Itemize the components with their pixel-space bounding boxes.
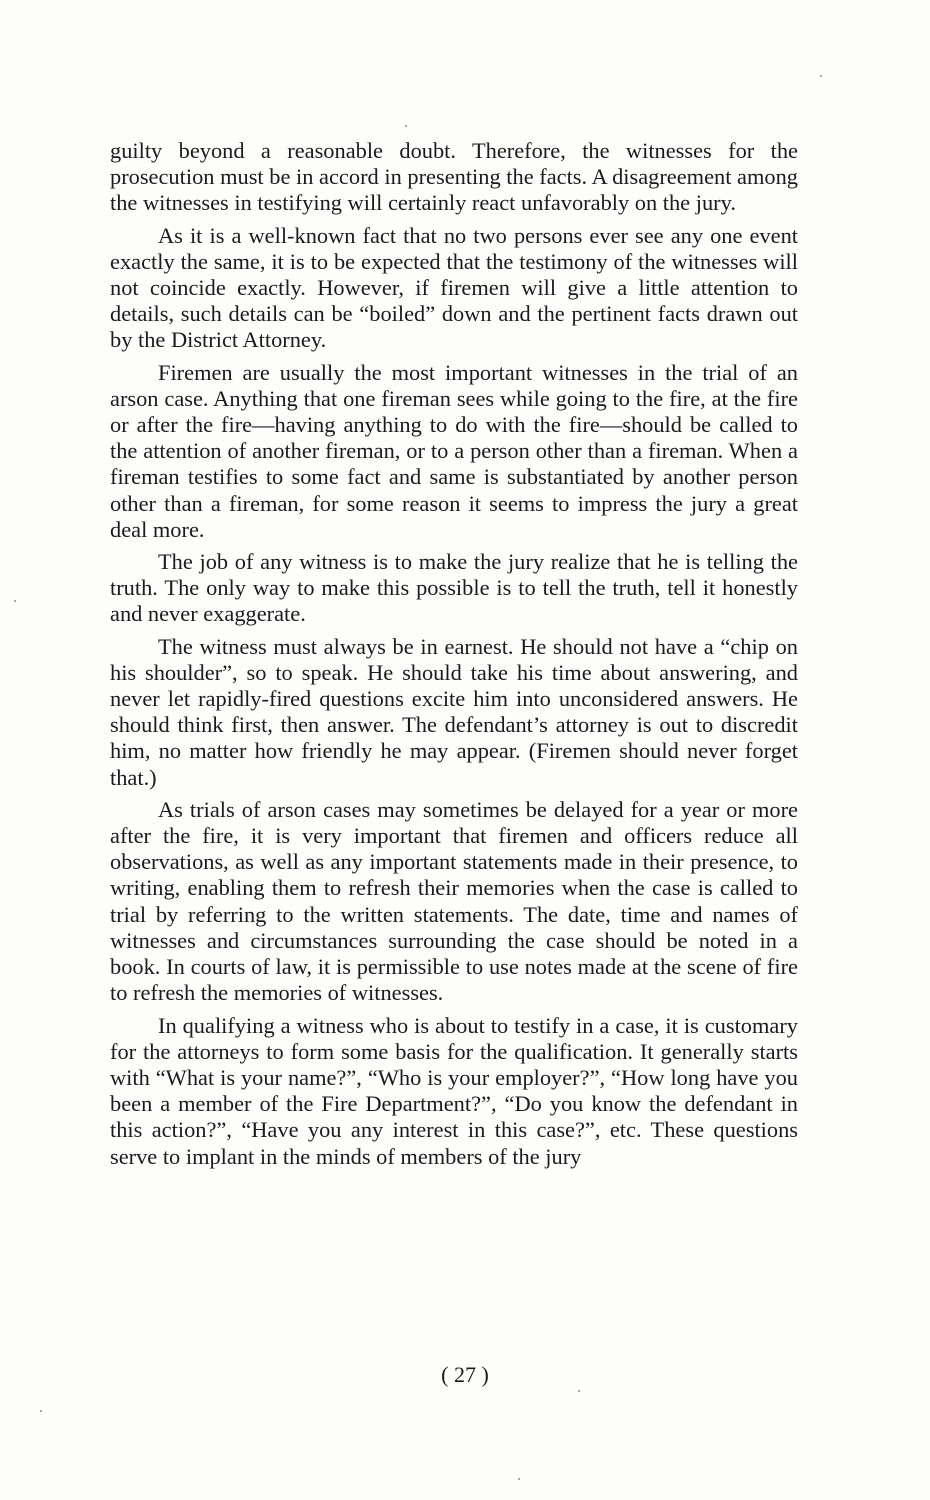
page-number: ( 27 ) — [441, 1362, 489, 1387]
paragraph-witness-earnest: The witness must always be in earnest. He should not have a “chip on his shoulder”, so to speak. He should take his time about answering, and never let rapidly-fired questions excite him into unconsidered answers. He should think first, then answer. The defendant’s attorney is out to discredit him, no matter how friendly he may appear. (Firemen should never forget that.) — [110, 633, 798, 790]
scan-speck — [578, 1390, 580, 1392]
scan-speck — [14, 600, 16, 602]
body-text — [110, 138, 798, 1176]
scan-speck — [820, 75, 822, 77]
paragraph-trials-delayed: As trials of arson cases may sometimes be delayed for a year or more after the fire, it is very important that firemen and officers reduce all observations, as well as any important statements made in their presence, to writing, enabling them to refresh their memories when the case is called to trial by referring to the written statements. The date, time and names of witnesses and circumstances surrounding the case should be noted in a book. In courts of law, it is permissible to use notes made at the scene of fire to refresh the memories of witnesses. — [110, 796, 798, 1006]
scan-speck — [405, 125, 407, 127]
paragraph-qualifying-witness: In qualifying a witness who is about to testify in a case, it is customary for the attorneys to form some basis for the qualification. It generally starts with “What is your name?”, “Who is your employer?”, “How long have you been a member of the Fire Department?”, “Do you know the defendant in this action?”, “Have you any interest in this case?”, etc. These questions serve to implant in the minds of members of the jury — [110, 1012, 798, 1169]
scan-speck — [518, 1478, 520, 1480]
paragraph-firemen-witnesses: Firemen are usually the most important witnesses in the trial of an arson case. Anything that one fireman sees while going to the fire, at the fire or after the fire—having anything to do with the fire—should be called to the attention of another fireman, or to a person other than a fireman. When a fireman testifies to some fact and same is substantiated by another person other than a fireman, for some reason it seems to impress the jury a great deal more. — [110, 359, 798, 542]
paragraph-job-of-witness: The job of any witness is to make the jury realize that he is telling the truth. The only way to make this possible is to tell the truth, tell it honestly and never exaggerate. — [110, 549, 798, 627]
scan-speck — [40, 1410, 42, 1412]
paragraph-continuation: guilty beyond a reasonable doubt. Therefore, the witnesses for the prosecution must be in accord in presenting the facts. A disagreement among the witnesses in testifying will certainly react unfavorably on the jury. — [110, 138, 798, 216]
paragraph-well-known-fact: As it is a well-known fact that no two persons ever see any one event exactly the same, it is to be expected that the testimony of the witnesses will not coincide exactly. However, if firemen will give a little attention to details, such details can be “boiled” down and the pertinent facts drawn out by the District Attorney. — [110, 222, 798, 353]
